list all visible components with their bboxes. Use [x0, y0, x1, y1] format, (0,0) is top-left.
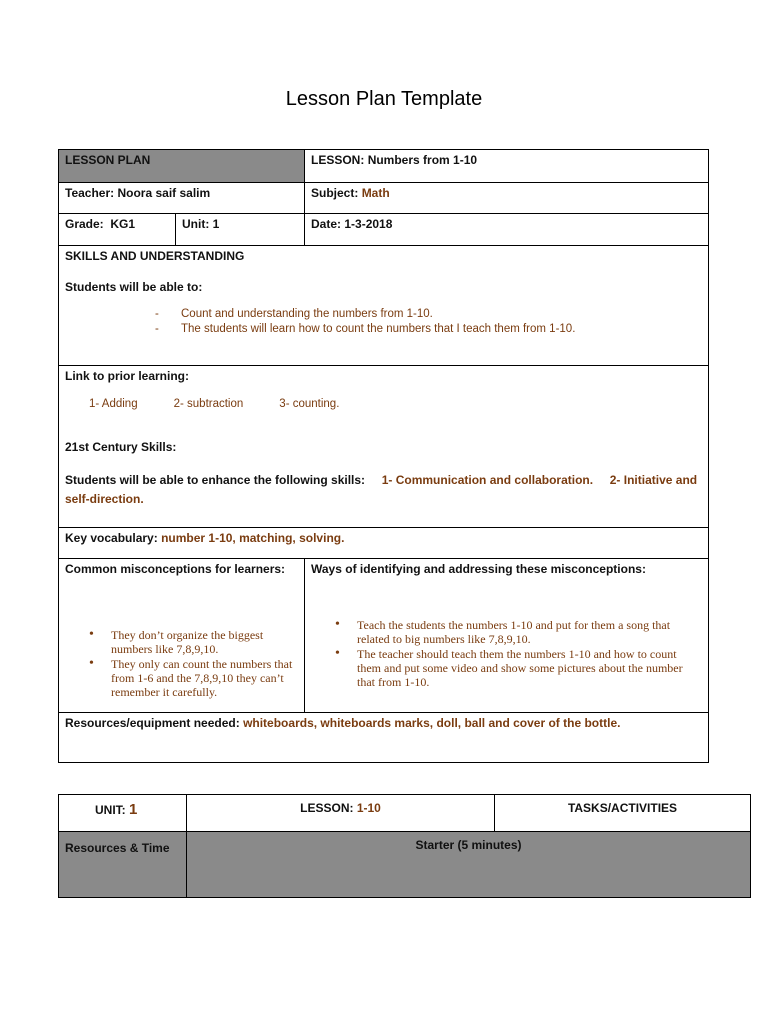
teacher-value: Noora saif salim	[117, 186, 211, 200]
resources-label: Resources/equipment needed:	[65, 716, 240, 730]
lesson-plan-cell	[59, 150, 305, 183]
subject-cell	[305, 183, 709, 214]
skills-intro: Students will be able to:	[65, 280, 203, 294]
century-skills	[65, 471, 702, 509]
lesson-label-2: LESSON:	[300, 801, 354, 815]
starter-label: Starter (5 minutes)	[415, 838, 522, 852]
misconceptions-right-cell	[305, 559, 709, 713]
teacher-cell	[59, 183, 305, 214]
century-skill-2: 2- Initiative	[609, 473, 673, 487]
teacher-label: Teacher:	[65, 186, 115, 200]
grade-cell	[59, 214, 176, 246]
prior-learning-cell	[59, 366, 709, 528]
lesson-plan-label: LESSON PLAN	[65, 153, 151, 167]
resources-value: whiteboards, whiteboards marks, doll, ball and cover of the bottle.	[243, 716, 621, 730]
lesson-cell-2	[187, 795, 495, 832]
tasks-label: TASKS/ACTIVITIES	[567, 801, 678, 815]
grade-label: Grade:	[65, 217, 104, 231]
century-skill-1: 1- Communication and collaboration.	[381, 473, 594, 487]
unit-label: Unit:	[182, 217, 210, 231]
date-value: 1-3-2018	[344, 217, 393, 231]
unit-label-2: UNIT:	[95, 803, 126, 817]
unit-cell-2	[59, 795, 187, 832]
misconceptions-list	[65, 628, 298, 699]
list-item: 2- subtraction	[173, 398, 244, 410]
century-intro: Students will be able to enhance the following skills:	[65, 473, 366, 487]
list-item: • They only can count the numbers that from 1-6 and the 7,8,9,10 they can’t remember it carefully.	[89, 657, 298, 699]
lesson-value: Numbers from 1-10	[367, 153, 478, 167]
list-item: • The teacher should teach them the numbers 1-10 and how to count them and put some video and show some pictures about the number that from 1-10.	[335, 647, 702, 689]
lesson-cell	[305, 150, 709, 183]
starter-cell	[187, 832, 751, 898]
addressing-heading: Ways of identifying and addressing these misconceptions:	[311, 562, 646, 576]
page-title: Lesson Plan Template	[285, 88, 483, 110]
tasks-cell	[495, 795, 751, 832]
skills-heading: SKILLS AND UNDERSTANDING	[65, 249, 245, 263]
misconceptions-left-cell	[59, 559, 305, 713]
vocab-cell: Key vocabulary: number 1-10, matching, solving.	[59, 528, 709, 559]
resources-time-label: Resources & Time	[65, 841, 170, 855]
lesson-value-2: 1-10	[356, 801, 381, 815]
list-item: • Teach the students the numbers 1-10 and put for them a song that related to big numbers like 7,8,9,10.	[335, 618, 702, 646]
date-cell	[305, 214, 709, 246]
unit-value-2: 1	[129, 801, 138, 818]
prior-list	[89, 398, 702, 410]
tasks-table	[58, 794, 751, 898]
vocab-label: Key vocabulary	[65, 531, 154, 545]
resources-time-cell	[59, 832, 187, 898]
century-heading: 21st Century Skills:	[65, 440, 177, 454]
vocab-value: number 1-10, matching, solving.	[161, 531, 345, 545]
misconceptions-heading: Common misconceptions for learners:	[65, 562, 286, 576]
lesson-label: LESSON:	[311, 153, 365, 167]
list-item: • They don’t organize the biggest numbers like 7,8,9,10.	[89, 628, 298, 656]
lesson-plan-table	[58, 149, 709, 763]
subject-label: Subject:	[311, 186, 359, 200]
grade-value: KG1	[110, 217, 136, 231]
addressing-list	[311, 618, 702, 689]
list-item: 1- Adding	[89, 398, 138, 410]
date-label: Date:	[311, 217, 342, 231]
unit-value: 1	[212, 217, 220, 231]
resources-cell	[59, 713, 709, 763]
subject-value: Math	[361, 186, 390, 200]
list-item: 3- counting.	[279, 398, 340, 410]
unit-cell	[176, 214, 305, 246]
skills-cell	[59, 246, 709, 366]
prior-heading: Link to prior learning:	[65, 369, 190, 383]
century-skill-2-cont: and self-direction.	[65, 473, 698, 506]
skills-list	[155, 308, 702, 335]
list-item: - The students will learn how to count the numbers that I teach them from 1-10.	[155, 323, 702, 335]
list-item: - Count and understanding the numbers from 1-10.	[155, 308, 702, 320]
